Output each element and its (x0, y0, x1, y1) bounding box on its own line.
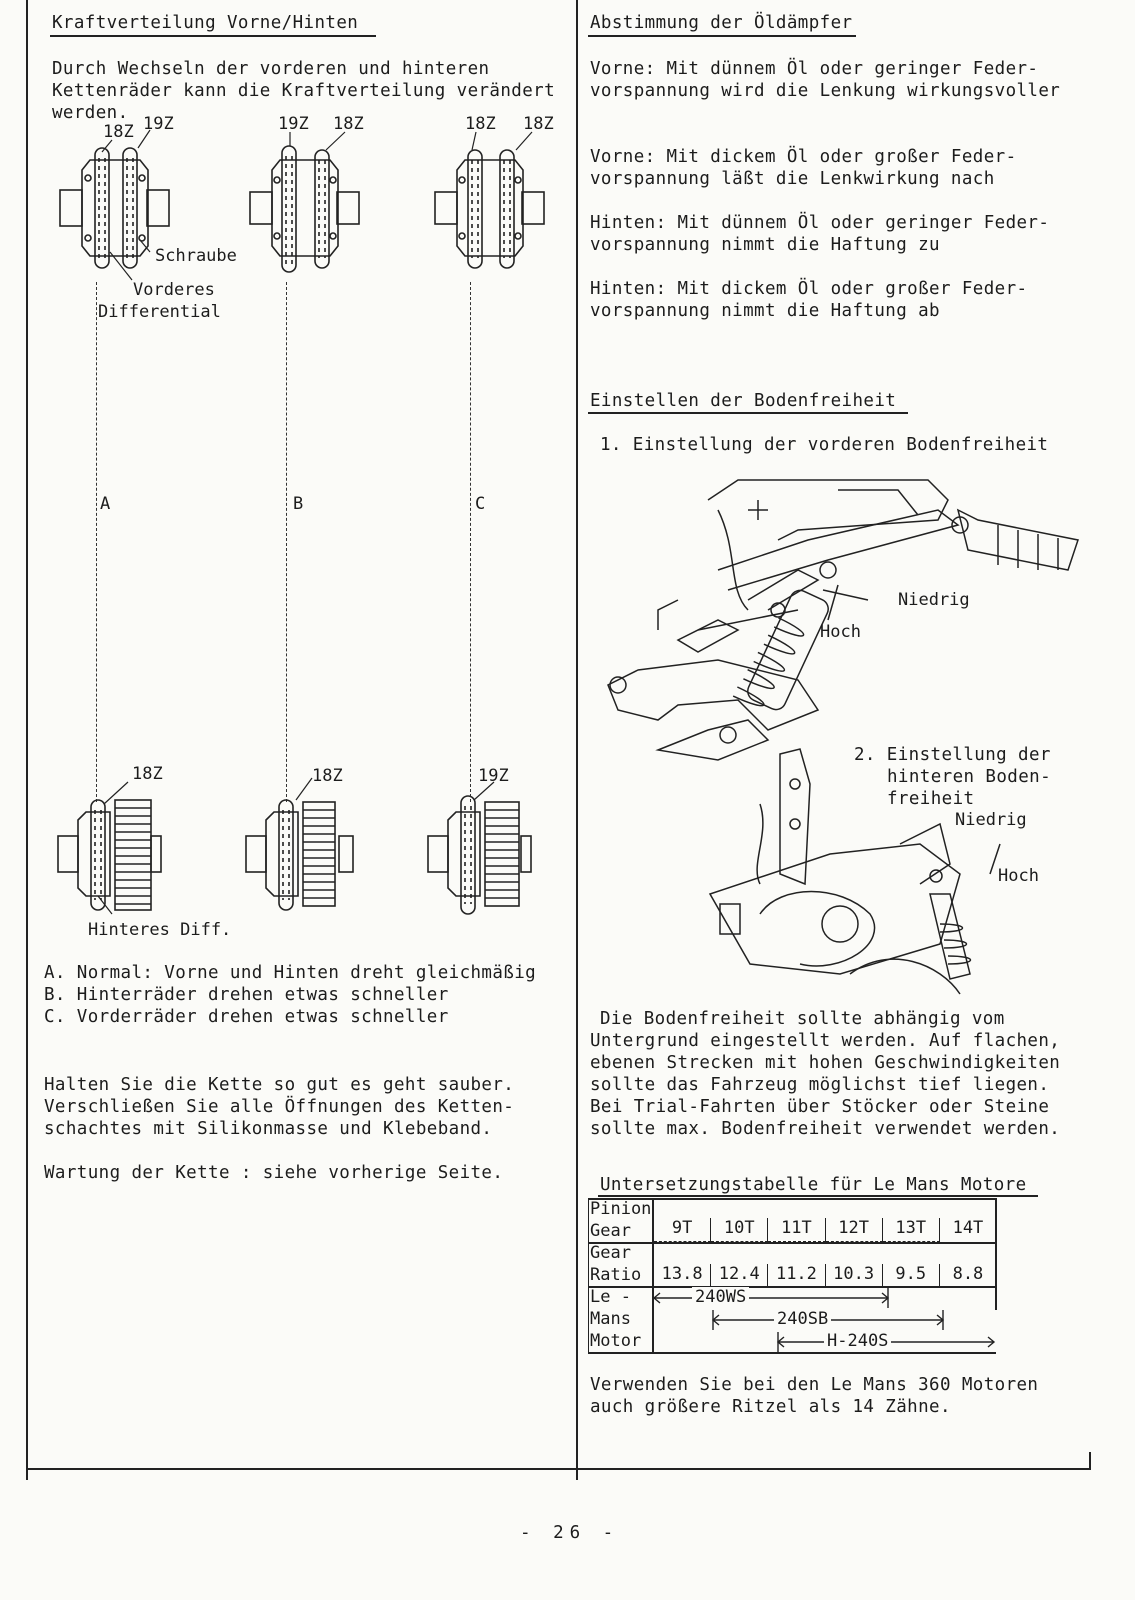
front-a-label-2: 19Z (143, 114, 174, 134)
schraube-label: Schraube (155, 246, 237, 266)
front-c-label-2: 18Z (523, 114, 554, 134)
step-1: 1. Einstellung der vorderen Bodenfreiheit (600, 435, 1049, 455)
chain-line-b (286, 282, 287, 802)
clearance-line-3: ebenen Strecken mit hohen Geschwindigkeiten (590, 1053, 1061, 1073)
front-leaders (0, 0, 576, 300)
pinion-cell: 14T (952, 1218, 984, 1238)
intro-line-2: Kettenräder kann die Kraftverteilung verändert (52, 81, 556, 101)
hinteres-diff-label: Hinteres Diff. (88, 920, 232, 940)
clearance-line-6: sollte max. Bodenfreiheit verwendet werden. (590, 1119, 1061, 1139)
pinion-cell: 13T (883, 1218, 940, 1242)
vorderes-diff-label-2: Differential (98, 302, 221, 322)
rear-c-label: 19Z (478, 766, 509, 786)
damper-1-line-1: Vorne: Mit dünnem Öl oder geringer Feder- (590, 59, 1039, 79)
hoch-front-label: Hoch (820, 622, 861, 642)
ratio-cell: 9.5 (883, 1264, 940, 1286)
damper-3-line-2: vorspannung nimmt die Haftung zu (590, 235, 940, 255)
pinion-cell: 10T (711, 1218, 768, 1242)
row-head-pinion-1: Pinion (590, 1199, 652, 1219)
clearance-line-5: Bei Trial-Fahrten über Stöcker oder Steine (590, 1097, 1050, 1117)
right-heading-clearance-underline (588, 412, 908, 414)
ratio-cell: 12.4 (711, 1264, 768, 1286)
chain-line-c (470, 282, 471, 802)
chain-care-2: Verschließen Sie alle Öffnungen des Ketten- (44, 1097, 515, 1117)
chain-maintenance: Wartung der Kette : siehe vorherige Seite. (44, 1163, 504, 1183)
damper-3-line-1: Hinten: Mit dünnem Öl oder geringer Feder- (590, 213, 1050, 233)
hoch-rear-label: Hoch (998, 866, 1039, 886)
row-head-motor-2: Mans (590, 1309, 631, 1329)
center-divider (576, 0, 578, 1480)
note-line-2: auch größere Ritzel als 14 Zähne. (590, 1397, 951, 1417)
legend-c: C. Vorderräder drehen etwas schneller (44, 1007, 449, 1027)
clearance-line-2: Untergrund eingestellt werden. Auf flachen, (590, 1031, 1061, 1051)
motor-240ws: 240WS (692, 1287, 749, 1307)
gear-table (588, 1198, 1000, 1356)
row-head-motor-1: Le - (590, 1287, 631, 1307)
front-c-label-1: 18Z (465, 114, 496, 134)
page-number: - 26 - (520, 1523, 620, 1543)
ratio-cell: 11.2 (768, 1264, 825, 1286)
ratio-cell: 8.8 (952, 1264, 984, 1284)
right-heading-dampers: Abstimmung der Öldämpfer (590, 13, 853, 33)
step-2-line-1: 2. Einstellung der (854, 745, 1051, 765)
chain-line-a (96, 282, 97, 802)
rear-leaders (0, 760, 576, 930)
row-head-ratio-2: Ratio (590, 1265, 642, 1285)
motor-h240s: H-240S (824, 1331, 891, 1351)
front-b-label-2: 18Z (333, 114, 364, 134)
pinion-cell: 12T (826, 1218, 883, 1242)
step-2-line-2: hinteren Boden- (887, 767, 1052, 787)
row-head-ratio-1: Gear (590, 1243, 631, 1263)
damper-4-line-2: vorspannung nimmt die Haftung ab (590, 301, 940, 321)
niedrig-rear-label: Niedrig (955, 810, 1027, 830)
rear-a-label: 18Z (132, 764, 163, 784)
intro-line-1: Durch Wechseln der vorderen und hinteren (52, 59, 490, 79)
pinion-cell: 9T (654, 1218, 711, 1242)
chain-label-c: C (475, 494, 486, 514)
clearance-line-1: Die Bodenfreiheit sollte abhängig vom (600, 1009, 1005, 1029)
left-heading: Kraftverteilung Vorne/Hinten (52, 13, 359, 33)
row-head-pinion-2: Gear (590, 1221, 631, 1241)
ratio-cell: 10.3 (826, 1264, 883, 1286)
bottom-rule (26, 1468, 1091, 1470)
rear-b-label: 18Z (312, 766, 343, 786)
vorderes-diff-label-1: Vorderes (133, 280, 215, 300)
pinion-cell: 11T (768, 1218, 825, 1242)
clearance-line-4: sollte das Fahrzeug möglichst tief liegen. (590, 1075, 1050, 1095)
chain-label-a: A (100, 494, 111, 514)
motor-range-arrows (588, 1198, 1000, 1356)
damper-2-line-1: Vorne: Mit dickem Öl oder großer Feder- (590, 147, 1017, 167)
front-suspension-drawing (598, 470, 1084, 770)
right-heading-dampers-underline (588, 35, 856, 37)
damper-4-line-1: Hinten: Mit dickem Öl oder großer Feder- (590, 279, 1028, 299)
damper-1-line-2: vorspannung wird die Lenkung wirkungsvoller (590, 81, 1061, 101)
chain-care-1: Halten Sie die Kette so gut es geht sauber. (44, 1075, 515, 1095)
damper-2-line-2: vorspannung läßt die Lenkwirkung nach (590, 169, 995, 189)
note-line-1: Verwenden Sie bei den Le Mans 360 Motoren (590, 1375, 1039, 1395)
front-a-label-1: 18Z (103, 122, 134, 142)
legend-a: A. Normal: Vorne und Hinten dreht gleichmäßig (44, 963, 537, 983)
chain-label-b: B (293, 494, 304, 514)
right-corner-mark (1089, 1452, 1091, 1470)
right-heading-clearance: Einstellen der Bodenfreiheit (590, 391, 897, 411)
front-b-label-1: 19Z (278, 114, 309, 134)
step-2-line-3: freiheit (887, 789, 975, 809)
niedrig-front-label: Niedrig (898, 590, 970, 610)
table-title: Untersetzungstabelle für Le Mans Motore (600, 1175, 1027, 1195)
ratio-cell: 13.8 (654, 1264, 711, 1286)
row-head-motor-3: Motor (590, 1331, 642, 1351)
legend-b: B. Hinterräder drehen etwas schneller (44, 985, 449, 1005)
motor-240sb: 240SB (774, 1309, 831, 1329)
chain-care-3: schachtes mit Silikonmasse und Klebeband. (44, 1119, 493, 1139)
intro-line-3: werden. (52, 103, 129, 123)
table-title-underline (598, 1195, 1038, 1197)
